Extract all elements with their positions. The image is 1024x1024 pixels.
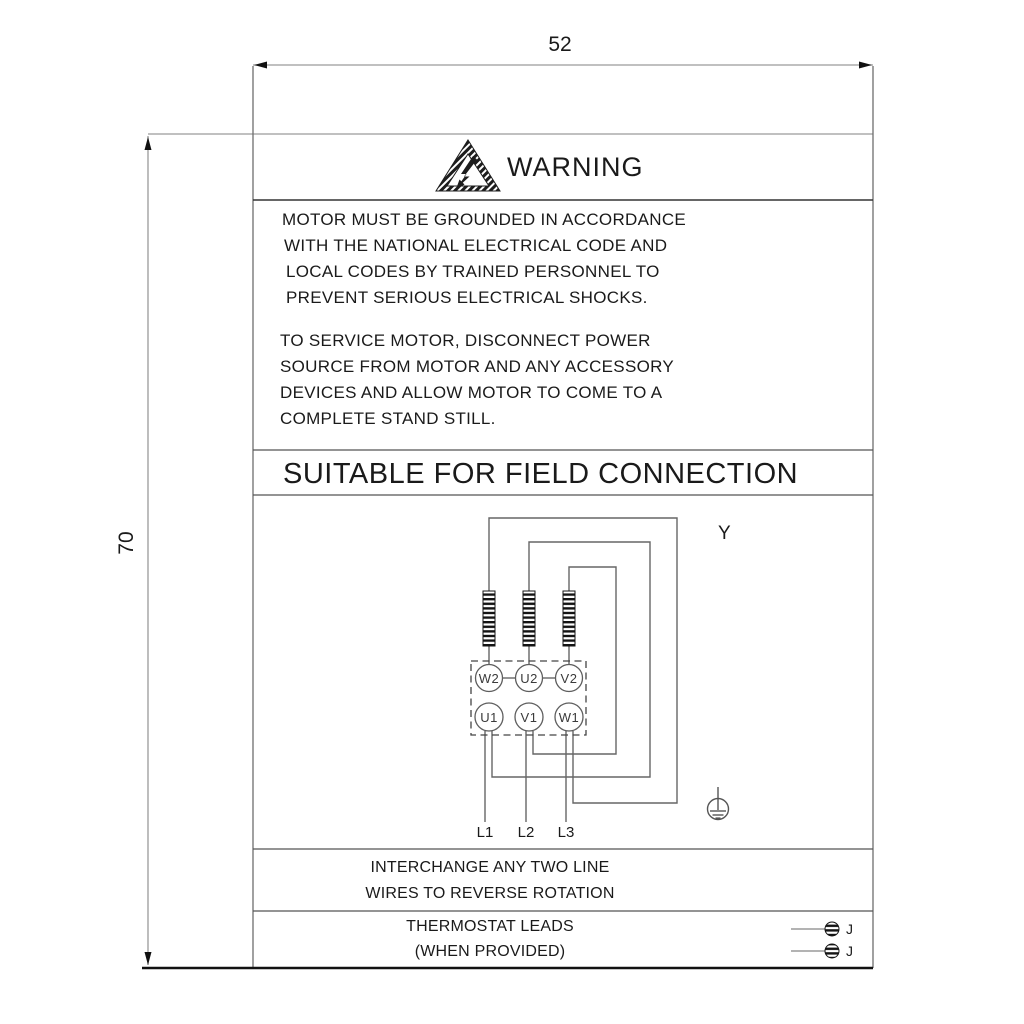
- earth-ground-icon: [708, 787, 729, 820]
- height-dimension-label: 70: [115, 531, 138, 555]
- terminal-label-u2: U2: [520, 671, 538, 686]
- service-text-line: DEVICES AND ALLOW MOTOR TO COME TO A: [280, 383, 663, 402]
- line-label-l2: L2: [517, 824, 535, 841]
- thermostat-note-line1: THERMOSTAT LEADS: [406, 918, 574, 935]
- grounding-text-line: MOTOR MUST BE GROUNDED IN ACCORDANCE: [282, 210, 687, 229]
- grounding-text-line: LOCAL CODES BY TRAINED PERSONNEL TO: [286, 262, 660, 281]
- rotation-note-line2: WIRES TO REVERSE ROTATION: [365, 885, 615, 902]
- terminal-label-v2: V2: [560, 671, 578, 686]
- thermostat-lead-1-label: J: [846, 921, 853, 937]
- warning-title: WARNING: [507, 152, 644, 182]
- high-voltage-warning-triangle-icon: [436, 140, 500, 191]
- line-label-l1: L1: [476, 824, 494, 841]
- terminal-label-v1: V1: [520, 710, 538, 725]
- terminal-label-w2: W2: [478, 671, 500, 686]
- grounding-text-line: PREVENT SERIOUS ELECTRICAL SHOCKS.: [286, 288, 648, 307]
- label-borders: [142, 66, 873, 968]
- rotation-note-line1: INTERCHANGE ANY TWO LINE: [370, 859, 610, 876]
- width-dimension-label: 52: [548, 33, 572, 56]
- service-text-line: TO SERVICE MOTOR, DISCONNECT POWER: [280, 331, 651, 350]
- winding-coil-symbols: [483, 591, 575, 646]
- width-dimension-line: [253, 62, 873, 69]
- height-dimension-line: [145, 136, 152, 965]
- wiring-loops: [485, 518, 677, 822]
- line-label-l3: L3: [557, 824, 575, 841]
- terminal-label-u1: U1: [480, 710, 498, 725]
- thermostat-note-line2: (WHEN PROVIDED): [414, 943, 566, 960]
- service-text-line: SOURCE FROM MOTOR AND ANY ACCESSORY: [280, 357, 675, 376]
- grounding-text-line: WITH THE NATIONAL ELECTRICAL CODE AND: [284, 236, 668, 255]
- thermostat-lead-2-label: J: [846, 943, 853, 959]
- thermostat-lead-symbols: [791, 922, 839, 958]
- thermostat-lead-1-icon: [825, 922, 839, 936]
- field-connection-title: SUITABLE FOR FIELD CONNECTION: [283, 458, 799, 490]
- thermostat-lead-2-icon: [825, 944, 839, 958]
- terminal-label-w1: W1: [558, 710, 580, 725]
- wye-connection-label: Y: [718, 523, 731, 544]
- service-text-line: COMPLETE STAND STILL.: [280, 409, 496, 428]
